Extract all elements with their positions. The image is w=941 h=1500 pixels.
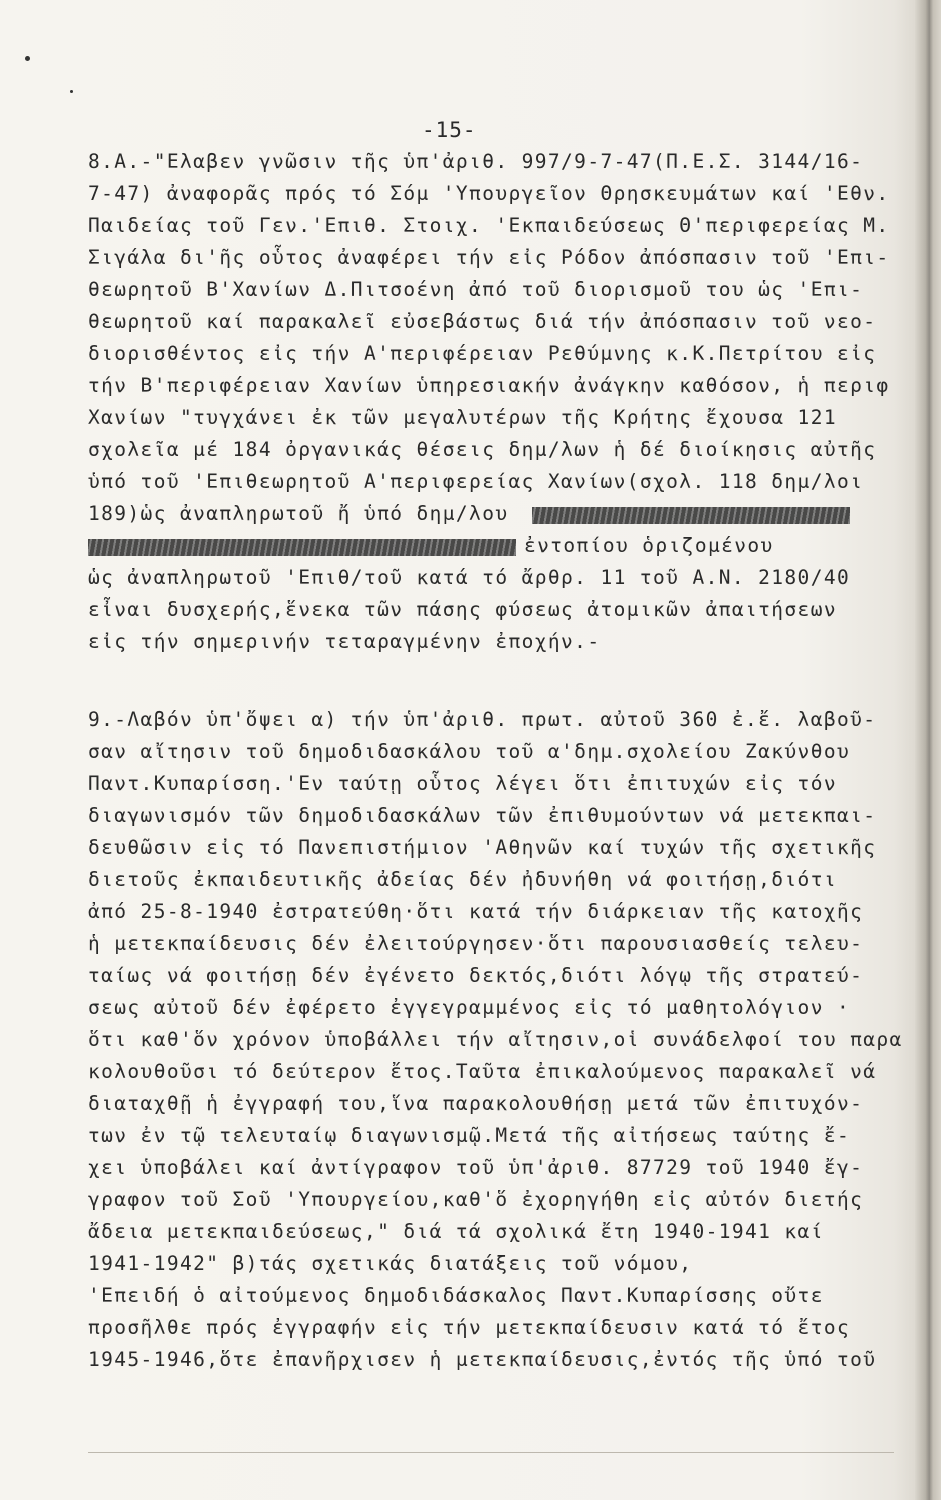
text-line: ἡ μετεκπαίδευσις δέν ἐλειτούργησεν·ὅτι παρουσιασθείς τελευ- [88, 932, 864, 955]
text-line: κολουθοῦσι τό δεύτερον ἔτος.Ταῦτα ἐπικαλούμενος παρακαλεῖ νά [88, 1060, 877, 1083]
text-line: σχολεῖα μέ 184 ὀργανικάς θέσεις δημ/λων ἡ δέ διοίκησις αὐτῆς [88, 438, 877, 461]
text-line: 1945-1946,ὅτε ἐπανῆρχισεν ἡ μετεκπαίδευσις,ἐντός τῆς ὑπό τοῦ [88, 1348, 877, 1371]
page-number: -15- [422, 118, 477, 142]
text-line: ἄδεια μετεκπαιδεύσεως," διά τά σχολικά ἔτη 1940-1941 καί [88, 1220, 824, 1243]
text-line: εἶναι δυσχερής,ἕνεκα τῶν πάσης φύσεως ἀτομικῶν ἀπαιτήσεων [88, 598, 837, 621]
text-line: ταίως νά φοιτήσῃ δέν ἐγένετο δεκτός,διότι λόγῳ τῆς στρατεύ- [88, 964, 864, 987]
text-line: 7-47) ἀναφορᾶς πρός τό Σόμ 'Υπουργεῖον Θρησκευμάτων καί 'Εθν. [88, 182, 890, 205]
text-line: δευθῶσιν εἰς τό Πανεπιστήμιον 'Αθηνῶν καί τυχών τῆς σχετικῆς [88, 836, 877, 859]
text-line: προσῆλθε πρός ἐγγραφήν εἰς τήν μετεκπαίδευσιν κατά τό ἔτος [88, 1316, 851, 1339]
text-line: Σιγάλα δι'ῆς οὗτος ἀναφέρει τήν εἰς Ρόδον ἀπόσπασιν τοῦ 'Επι- [88, 246, 890, 269]
text-line: 189)ὡς ἀναπληρωτοῦ ἤ ὑπό δημ/λου [88, 502, 509, 525]
margin-dot [25, 56, 30, 61]
text-line: ἐντοπίου ὁριζομένου [524, 534, 774, 557]
text-line: διορισθέντος εἰς τήν Α'περιφέρειαν Ρεθύμνης κ.Κ.Πετρίτου εἰς [88, 342, 877, 365]
struck-out-text [532, 507, 850, 524]
text-line: ὅτι καθ'ὅν χρόνον ὑποβάλλει τήν αἴτησιν,οἱ συνάδελφοί του παρα [88, 1028, 903, 1051]
text-line: 8.Α.-"Ελαβεν γνῶσιν τῆς ὑπ'ἀριθ. 997/9-7-47(Π.Ε.Σ. 3144/16- [88, 150, 864, 173]
text-line: διαταχθῇ ἡ ἐγγραφή του,ἵνα παρακολουθήσῃ μετά τῶν ἐπιτυχόν- [88, 1092, 864, 1115]
text-line: χει ὑποβάλει καί ἀντίγραφον τοῦ ὑπ'ἀριθ. 87729 τοῦ 1940 ἔγ- [88, 1156, 864, 1179]
text-line: ὑπό τοῦ 'Επιθεωρητοῦ Α'περιφερείας Χανίων(σχολ. 118 δημ/λοι [88, 470, 864, 493]
text-line: 1941-1942" β)τάς σχετικάς διατάξεις τοῦ νόμου, [88, 1252, 693, 1275]
text-line: 9.-Λαβόν ὑπ'ὄψει α) τήν ὑπ'ἀριθ. πρωτ. αὐτοῦ 360 ἐ.ἔ. λαβοῦ- [88, 708, 877, 731]
text-line: των ἐν τῷ τελευταίῳ διαγωνισμῷ.Μετά τῆς αἰτήσεως ταύτης ἔ- [88, 1124, 851, 1147]
text-line: διετοῦς ἐκπαιδευτικῆς ἀδείας δέν ἠδυνήθη νά φοιτήσῃ,διότι [88, 868, 837, 891]
text-line: ὡς ἀναπληρωτοῦ 'Επιθ/τοῦ κατά τό ἄρθρ. 11 τοῦ Α.Ν. 2180/40 [88, 566, 851, 589]
text-line: θεωρητοῦ καί παρακαλεῖ εὐσεβάστως διά τήν ἀπόσπασιν τοῦ νεο- [88, 310, 877, 333]
bottom-rule [88, 1452, 894, 1453]
text-line: διαγωνισμόν τῶν δημοδιδασκάλων τῶν ἐπιθυμούντων νά μετεκπαι- [88, 804, 877, 827]
margin-dot [70, 90, 73, 93]
text-line: ἀπό 25-8-1940 ἐστρατεύθη·ὅτι κατά τήν διάρκειαν τῆς κατοχῆς [88, 900, 864, 923]
text-line: θεωρητοῦ Β'Χανίων Δ.Πιτσοένη ἀπό τοῦ διορισμοῦ του ὡς 'Επι- [88, 278, 864, 301]
text-line: σεως αὐτοῦ δέν ἐφέρετο ἐγγεγραμμένος εἰς τό μαθητολόγιον · [88, 996, 851, 1019]
text-line: 'Επειδή ὁ αἰτούμενος δημοδιδάσκαλος Παντ.Κυπαρίσσης οὔτε [88, 1284, 824, 1307]
text-line: σαν αἴτησιν τοῦ δημοδιδασκάλου τοῦ α'δημ.σχολείου Ζακύνθου [88, 740, 851, 763]
text-line: Χανίων "τυγχάνει ἐκ τῶν μεγαλυτέρων τῆς Κρήτης ἔχουσα 121 [88, 406, 837, 429]
text-line: γραφον τοῦ Σοῦ 'Υπουργείου,καθ'ὅ ἐχορηγήθη εἰς αὐτόν διετής [88, 1188, 864, 1211]
struck-out-text [88, 539, 516, 556]
text-line: Παντ.Κυπαρίσση.'Εν ταύτῃ οὗτος λέγει ὅτι ἐπιτυχών εἰς τόν [88, 772, 837, 795]
text-line: εἰς τήν σημερινήν τεταραγμένην ἐποχήν.- [88, 630, 601, 653]
page-binding-shadow [915, 0, 941, 1500]
text-line: τήν Β'περιφέρειαν Χανίων ὑπηρεσιακήν ἀνάγκην καθόσον, ἡ περιφ [88, 374, 890, 397]
text-line: Παιδείας τοῦ Γεν.'Επιθ. Στοιχ. 'Εκπαιδεύσεως Θ'περιφερείας Μ. [88, 214, 890, 237]
